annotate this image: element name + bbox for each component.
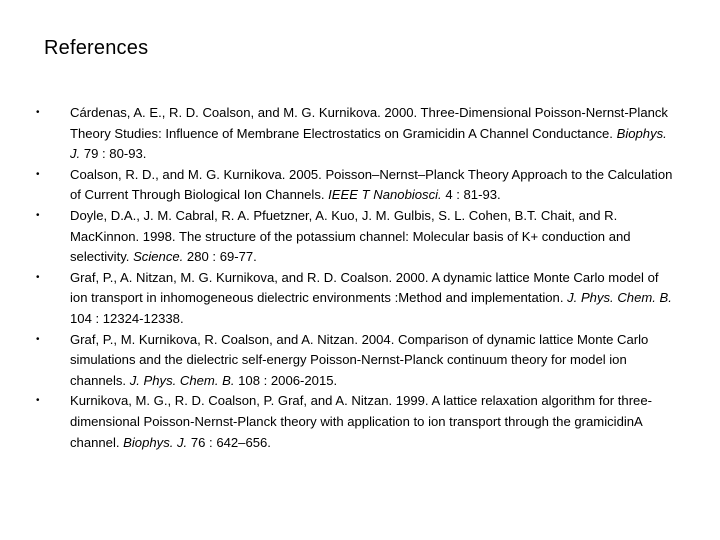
reference-item: [36, 103, 676, 165]
reference-text: Doyle, D.A., J. M. Cabral, R. A. Pfuetzner, A. Kuo, J. M. Gulbis, S. L. Cohen, B.T. Chait, and R. MacKinnon. 1998. The structure of the potassium channel: Molecular basis of K+ conduction and selectivity.: [70, 207, 631, 265]
volume-pages: 280 : 69-77.: [183, 249, 257, 265]
reference-text: Graf, P., A. Nitzan, M. G. Kurnikova, and R. D. Coalson. 2000. A dynamic lattice Monte Carlo model of ion transport in inhomogeneous dielectric environments :Method and implementation.: [70, 269, 659, 306]
reference-item: [36, 330, 676, 392]
reference-item: [36, 268, 676, 330]
reference-list: [36, 103, 676, 453]
bullet: •: [36, 168, 40, 180]
reference-item: [36, 206, 676, 268]
journal-name: J. Phys. Chem. B.: [129, 372, 235, 388]
bullet: •: [36, 107, 40, 118]
bullet: •: [36, 209, 40, 221]
reference-text: Graf, P., M. Kurnikova, R. Coalson, and A. Nitzan. 2004. Comparison of dynamic lattice Monte Carlo simulations and the dielectric self-energy Poisson-Nernst-Planck continuum theory for model ion channels.: [70, 331, 649, 388]
volume-pages: 104 : 12324-12338.: [70, 310, 184, 326]
volume-pages: 108 : 2006-2015.: [234, 372, 338, 388]
journal-name: IEEE T Nanobiosci.: [328, 187, 442, 203]
bullet: •: [36, 395, 40, 407]
journal-name: Science.: [133, 249, 184, 265]
volume-pages: 4 : 81-93.: [441, 187, 501, 203]
reference-text: Kurnikova, M. G., R. D. Coalson, P. Graf, and A. Nitzan. 1999. A lattice relaxation algorithm for three-dimensional Poisson-Nernst-Planck theory with application to ion transport through the gramicidinA channel.: [70, 393, 652, 450]
reference-item: [36, 165, 676, 206]
reference-text: Coalson, R. D., and M. G. Kurnikova. 2005. Poisson–Nernst–Planck Theory Approach to the Calculation of Current Through Biological Ion Channels.: [70, 166, 673, 203]
reference-item: [36, 391, 676, 453]
journal-name: Biophys. J.: [70, 125, 667, 162]
journal-name: Biophys. J.: [123, 434, 188, 450]
reference-text: Cárdenas, A. E., R. D. Coalson, and M. G. Kurnikova. 2000. Three-Dimensional Poisson-Nernst-Planck Theory Studies: Influence of Membrane Electrostatics on Gramicidin A Channel Conductance.: [70, 105, 668, 141]
page-title: References: [44, 37, 149, 59]
bullet: •: [36, 271, 40, 283]
journal-name: J. Phys. Chem. B.: [567, 290, 672, 306]
bullet: •: [36, 333, 40, 345]
volume-pages: 79 : 80-93.: [80, 146, 147, 162]
volume-pages: 76 : 642–656.: [187, 434, 271, 450]
